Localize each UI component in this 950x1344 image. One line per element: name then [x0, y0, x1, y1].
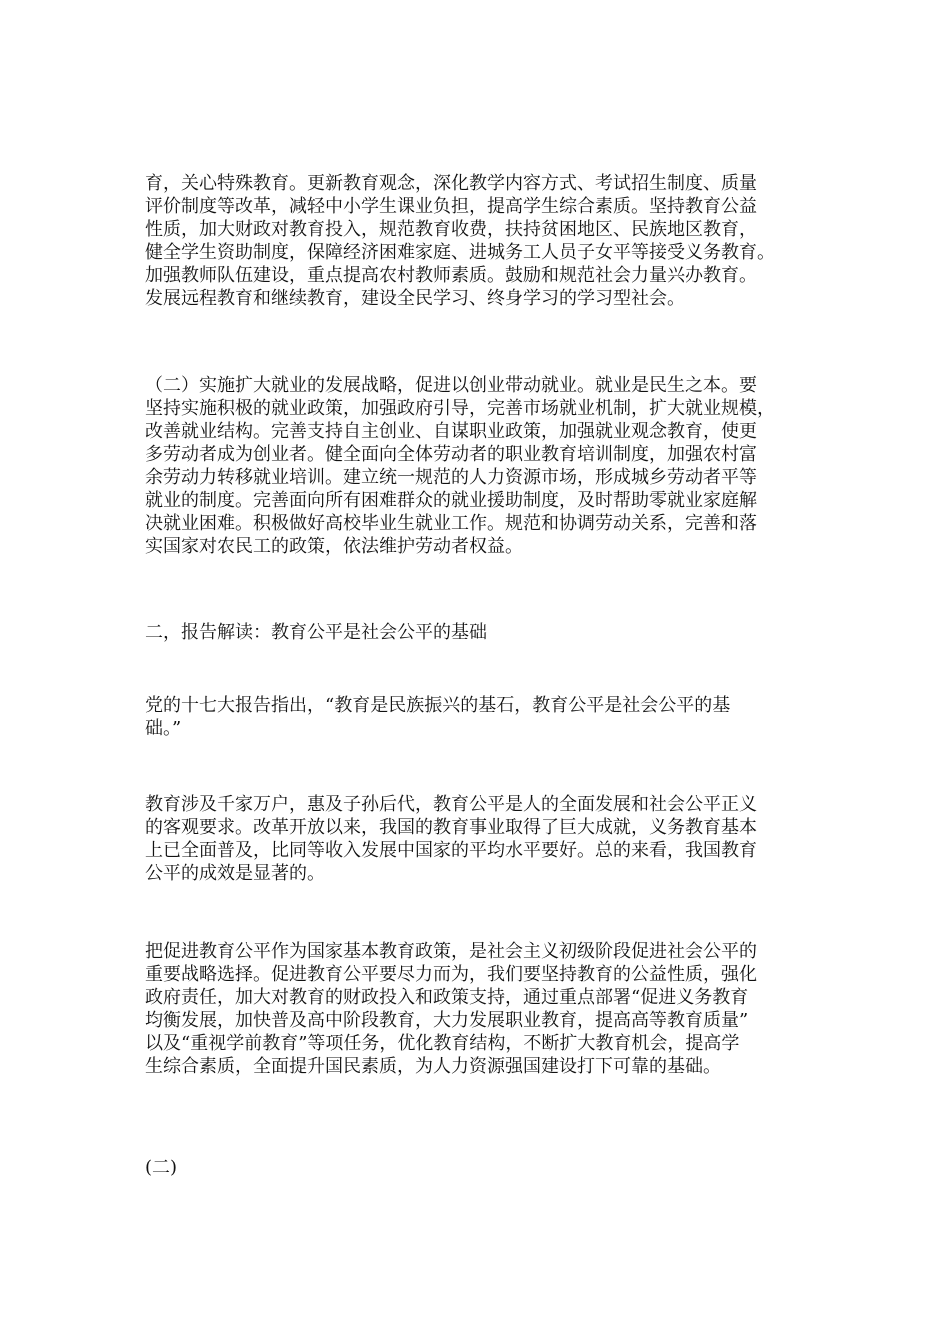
text-line: 均衡发展，加快普及高中阶段教育，大力发展职业教育，提高高等教育质量” [145, 1010, 749, 1031]
text-line: 多劳动者成为创业者。健全面向全体劳动者的职业教育培训制度，加强农村富 [145, 444, 757, 465]
text-line: 加强教师队伍建设，重点提高农村教师素质。鼓励和规范社会力量兴办教育。 [145, 265, 757, 286]
text-line: 坚持实施积极的就业政策，加强政府引导，完善市场就业机制，扩大就业规模， [145, 398, 775, 419]
text-line: 政府责任，加大对教育的财政投入和政策支持，通过重点部署“促进义务教育 [145, 987, 749, 1008]
text-line: 的客观要求。改革开放以来，我国的教育事业取得了巨大成就，义务教育基本 [145, 817, 757, 838]
text-line: (二) [145, 1157, 178, 1178]
text-line: 公平的成效是显著的。 [145, 863, 325, 884]
paragraph-education-policy [145, 940, 825, 1078]
text-line: 生综合素质，全面提升国民素质，为人力资源强国建设打下可靠的基础。 [145, 1056, 721, 1077]
text-line: 把促进教育公平作为国家基本教育政策，是社会主义初级阶段促进社会公平的 [145, 941, 757, 962]
text-line: 改善就业结构。完善支持自主创业、自谋职业政策，加强就业观念教育，使更 [145, 421, 757, 442]
text-line: 评价制度等改革，减轻中小学生课业负担，提高学生综合素质。坚持教育公益 [145, 196, 757, 217]
paragraph-report-quote [145, 694, 825, 740]
text-line: 党的十七大报告指出，“教育是民族振兴的基石，教育公平是社会公平的基 [145, 695, 731, 716]
text-line: 础。” [145, 718, 182, 739]
text-line: （二）实施扩大就业的发展战略，促进以创业带动就业。就业是民生之本。要 [145, 375, 757, 396]
text-line: 决就业困难。积极做好高校毕业生就业工作。规范和协调劳动关系，完善和落 [145, 513, 757, 534]
text-line: 二，报告解读：教育公平是社会公平的基础 [145, 622, 487, 643]
paragraph-employment [145, 374, 825, 558]
text-line: 性质，加大财政对教育投入，规范教育收费，扶持贫困地区、民族地区教育， [145, 219, 757, 240]
paragraph-education-fairness [145, 793, 825, 885]
text-line: 重要战略选择。促进教育公平要尽力而为，我们要坚持教育的公益性质，强化 [145, 964, 757, 985]
section-marker [145, 1156, 825, 1179]
text-line: 实国家对农民工的政策，依法维护劳动者权益。 [145, 536, 523, 557]
text-line: 健全学生资助制度，保障经济困难家庭、进城务工人员子女平等接受义务教育。 [145, 242, 775, 263]
text-line: 育，关心特殊教育。更新教育观念，深化教学内容方式、考试招生制度、质量 [145, 173, 757, 194]
text-line: 以及“重视学前教育”等项任务，优化教育结构，不断扩大教育机会，提高学 [145, 1033, 740, 1054]
text-line: 就业的制度。完善面向所有困难群众的就业援助制度，及时帮助零就业家庭解 [145, 490, 757, 511]
text-line: 发展远程教育和继续教育，建设全民学习、终身学习的学习型社会。 [145, 288, 685, 309]
section-heading [145, 621, 825, 644]
paragraph-education-continued [145, 172, 825, 310]
text-line: 教育涉及千家万户，惠及子孙后代，教育公平是人的全面发展和社会公平正义 [145, 794, 757, 815]
text-line: 余劳动力转移就业培训。建立统一规范的人力资源市场，形成城乡劳动者平等 [145, 467, 757, 488]
text-line: 上已全面普及，比同等收入发展中国家的平均水平要好。总的来看，我国教育 [145, 840, 757, 861]
